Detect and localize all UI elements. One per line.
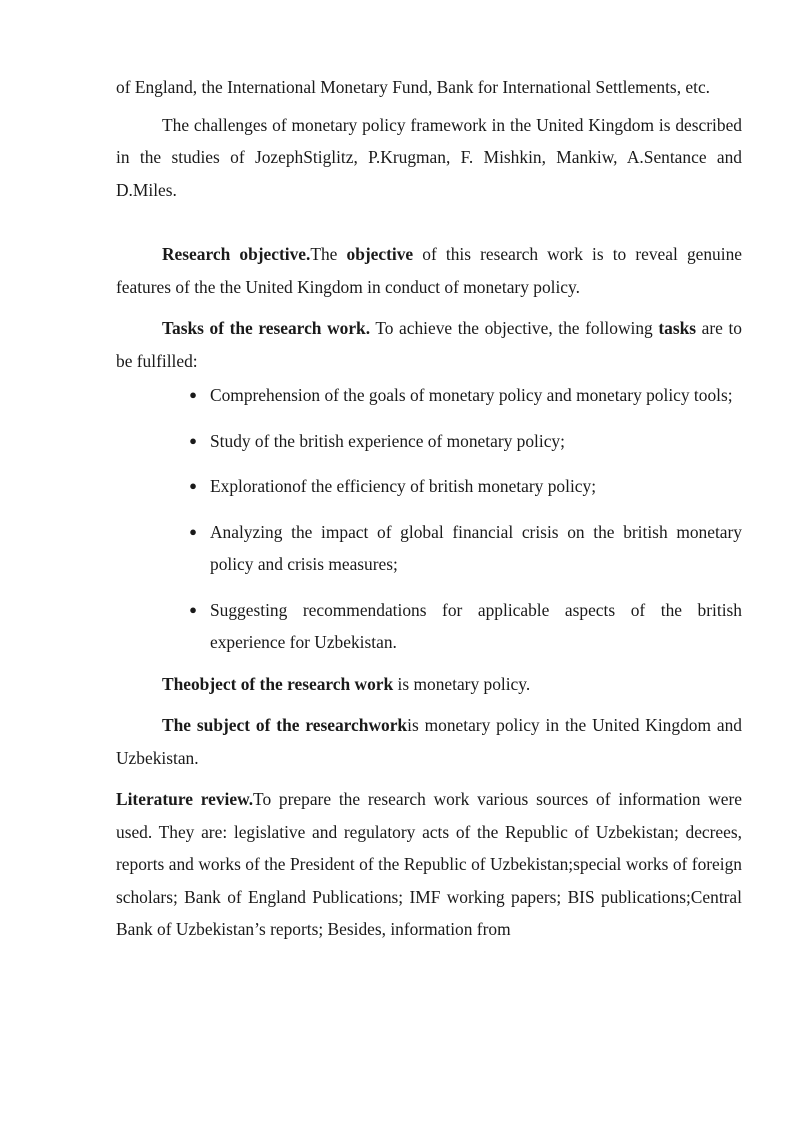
list-item-text: Explorationof the efficiency of british monetary policy; [210,476,597,496]
bullet-icon: ● [189,387,197,402]
list-item-text: Study of the british experience of monetary policy; [210,430,565,451]
list-item-text: Analyzing the impact of global financial crisis on the british monetary policy and crisis measures; [210,521,742,574]
bullet-icon: ● [189,432,197,448]
task-list [116,379,742,659]
bullet-icon: ● [189,523,197,539]
heading-subject: The subject of the researchwork [162,715,408,735]
heading-research-objective: Research objective. [162,244,311,264]
paragraph-literature-review [116,783,742,946]
list-item-text: Comprehension of the goals of monetary policy and monetary policy tools; [210,385,733,405]
text-span: To achieve the objective, the following [370,318,659,338]
paragraph-challenges: The challenges of monetary policy framework in the United Kingdom is described in the studies of JozephStiglitz, P.Krugman, F. Mishkin, Mankiw, A.Sentance and D.Miles. [116,114,742,200]
list-item-text: Suggesting recommendations for applicable aspects of the british experience for Uzbekistan. [210,599,742,652]
text-span: The [310,244,347,264]
paragraph-subject [116,709,742,774]
bullet-icon: ● [189,601,197,617]
heading-literature-review: Literature review. [116,789,254,809]
bullet-icon: ● [189,478,197,493]
list-item [189,425,742,458]
text-span: of this research work is to reveal genuine features of the the United Kingdom in conduct of monetary policy. [116,244,742,297]
text-span: is monetary policy. [393,673,531,694]
heading-tasks: Tasks of the research work. [162,318,371,338]
list-item [189,379,742,412]
text-span: are to be fulfilled: [116,318,742,371]
text-span: To prepare the research work various sources of information were used. They are: legislative and regulatory acts of the Republic of Uzbekistan; decrees, reports and works of the President of the Republic of Uzbekistan;special works of foreign scholars; Bank of England Publications; IMF working papers; BIS publications;Central Bank of Uzbekistan’s reports; Besides, information from [116,789,742,939]
bold-objective: objective [346,244,414,264]
text-span: is monetary policy in the United Kingdom and Uzbekistan. [116,715,742,768]
paragraph-research-objective [116,238,742,303]
bold-tasks: tasks [658,318,697,338]
paragraph-tasks [116,312,742,377]
paragraph-continuation: of England, the International Monetary Fund, Bank for International Settlements, etc. [116,77,711,97]
list-item [189,594,742,659]
heading-object: Theobject of the research work [162,673,394,694]
list-item [189,516,742,581]
paragraph-object [116,668,742,701]
list-item [189,470,742,503]
